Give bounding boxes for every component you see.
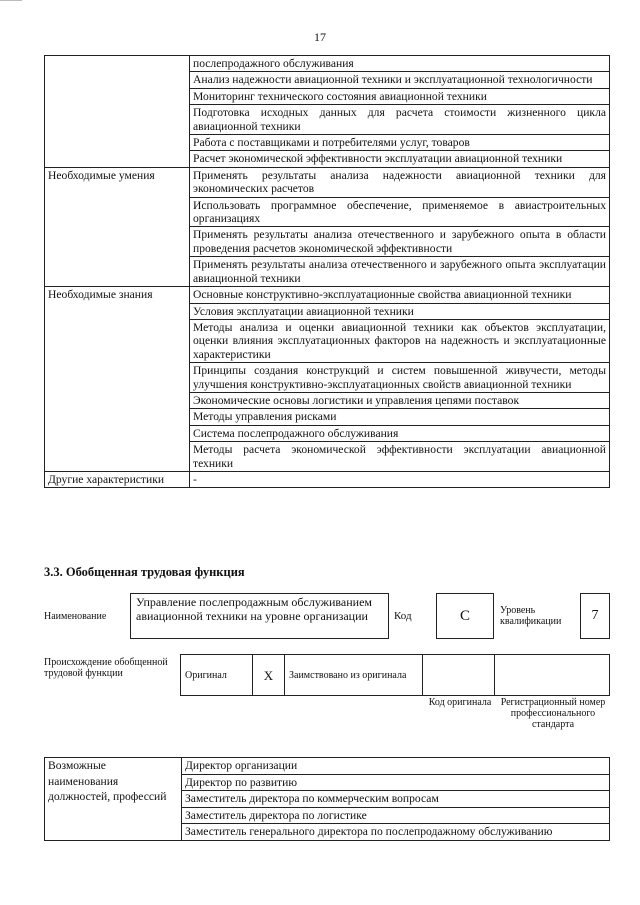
row-item: Использовать программное обеспечение, применяемое в авиастроительных организациях	[190, 197, 610, 227]
qualification-level-box: 7	[580, 593, 610, 639]
row-label: Необходимые знания	[45, 287, 190, 472]
table-row	[45, 471, 610, 487]
positions-list	[182, 758, 610, 841]
row-item: Методы анализа и оценки авиационной техники как объектов эксплуатации, оценки влияния эксплуатационных факторов на надежность и эксплуатационные характеристики	[190, 319, 610, 362]
page-number: 17	[314, 30, 326, 44]
row-item: Анализ надежности авиационной техники и эксплуатационной технологичности	[190, 72, 610, 88]
row-item: Применять результаты анализа отечественного и зарубежного опыта в области проведения расчетов экономической эффективности	[190, 227, 610, 257]
row-item: Основные конструктивно-эксплуатационные свойства авиационной техники	[190, 287, 610, 303]
original-mark: X	[253, 655, 285, 696]
original-code-cell	[423, 655, 495, 696]
row-item: Подготовка исходных данных для расчета стоимости жизненного цикла авиационной техники	[190, 105, 610, 135]
borrowed-label: Заимствовано из оригинала	[285, 655, 423, 696]
registration-number-cell	[495, 655, 610, 696]
table-row	[45, 167, 610, 197]
row-item: Расчет экономической эффективности эксплуатации авиационной техники	[190, 151, 610, 167]
row-item: Применять результаты анализа отечественного и зарубежного опыта эксплуатации авиационной техники	[190, 257, 610, 287]
row-item: Система послепродажного обслуживания	[190, 425, 610, 441]
row-item: Условия эксплуатации авиационной техники	[190, 303, 610, 319]
table-row	[45, 287, 610, 303]
code-label: Код	[394, 610, 412, 622]
code-original-caption: Код оригинала	[428, 697, 492, 708]
position-item: Директор по развитию	[182, 775, 609, 792]
function-name-box: Управление послепродажным обслуживанием авиационной техники на уровне организации	[130, 593, 389, 639]
characteristics-table	[44, 55, 610, 488]
position-item: Заместитель директора по коммерческим вопросам	[182, 791, 609, 808]
row-item: Принципы создания конструкций и систем повышенной живучести, методы улучшения конструктивно-эксплуатационных свойств авиационной техники	[190, 363, 610, 393]
scan-corner-mark	[0, 0, 22, 1]
row-item: Методы расчета экономической эффективности эксплуатации авиационной техники	[190, 442, 610, 472]
row-item: Экономические основы логистики и управления цепями поставок	[190, 392, 610, 408]
origin-table	[180, 654, 610, 696]
positions-label: Возможные наименования должностей, профессий	[45, 758, 182, 841]
level-label: Уровень квалификации	[500, 605, 562, 627]
row-label: Другие характеристики	[45, 471, 190, 487]
registration-number-caption: Регистрационный номер профессионального стандарта	[500, 697, 606, 730]
row-item: -	[190, 471, 610, 487]
row-label	[45, 56, 190, 168]
function-code-box: C	[436, 593, 494, 639]
row-item: Мониторинг технического состояния авиационной техники	[190, 88, 610, 104]
row-item: послепродажного обслуживания	[190, 56, 610, 72]
origin-label: Происхождение обобщенной трудовой функции	[44, 657, 168, 679]
row-item: Работа с поставщиками и потребителями услуг, товаров	[190, 135, 610, 151]
position-item: Директор организации	[182, 758, 609, 775]
section-title: 3.3. Обобщенная трудовая функция	[44, 565, 245, 579]
position-item: Заместитель генерального директора по послепродажному обслуживанию	[185, 825, 553, 839]
row-label: Необходимые умения	[45, 167, 190, 286]
positions-table	[44, 757, 610, 841]
table-row	[45, 56, 610, 72]
name-label: Наименование	[44, 611, 107, 622]
original-label: Оригинал	[181, 655, 253, 696]
row-item: Методы управления рисками	[190, 409, 610, 425]
row-item: Применять результаты анализа надежности авиационной техники для экономических расчетов	[190, 167, 610, 197]
position-item: Заместитель директора по логистике	[182, 808, 609, 825]
